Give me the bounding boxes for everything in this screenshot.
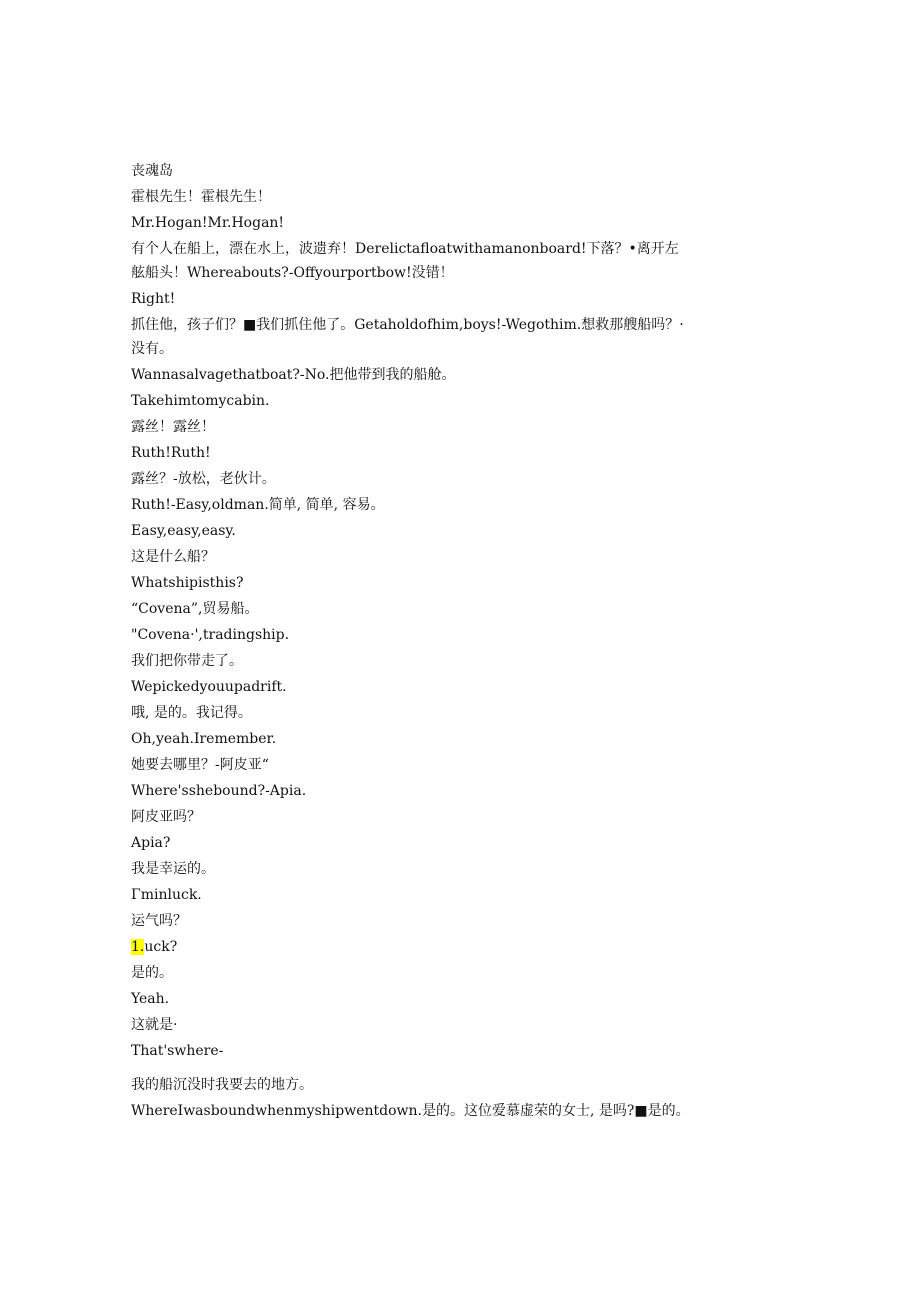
text-line: 这是什么船？	[131, 549, 215, 565]
text-line: Oh,yeah.Iremember.	[131, 731, 277, 747]
text-line: 是的。	[131, 965, 173, 981]
text-line: 抓住他，孩子们？■我们抓住他了。Getaholdofhim,boys!-Wegothim.想救那艘船吗？·没有。	[131, 317, 684, 357]
text-line: 这就是·	[131, 1017, 178, 1033]
text-line: Mr.Hogan!Mr.Hogan!	[131, 215, 285, 231]
text-line: Ruth!Ruth!	[131, 445, 211, 461]
text-line: 霍根先生！霍根先生！	[131, 189, 271, 205]
text-line: Γminluck.	[131, 887, 202, 903]
document-title: 丧魂岛	[131, 163, 173, 179]
text-line: Where'sshebound?-Apia.	[131, 783, 307, 799]
text-line: 她要去哪里？-阿皮亚“	[131, 757, 269, 773]
text-line: “Covena”,贸易船。	[131, 601, 259, 617]
text-line: WhereIwasboundwhenmyshipwentdown.是的。这位爱慕虚荣的女士, 是吗?■是的。	[131, 1103, 690, 1119]
text-line: Apia?	[131, 835, 171, 851]
text-line: Easy,easy,easy.	[131, 523, 236, 539]
text-line: 我们把你带走了。	[131, 653, 243, 669]
text-line-rest: uck?	[144, 939, 178, 955]
text-line: Right!	[131, 291, 176, 307]
text-line: Wepickedyouupadrift.	[131, 679, 287, 695]
text-line: That'swhere-	[131, 1043, 224, 1059]
text-line: 运气吗？	[131, 913, 187, 929]
text-line: 我的船沉没时我要去的地方。	[131, 1077, 313, 1093]
text-line: Yeah.	[131, 991, 170, 1007]
document-page	[131, 159, 691, 1125]
highlight-mark: 1.	[131, 939, 145, 955]
text-line: "Covena·',tradingship.	[131, 627, 290, 643]
text-line: Whatshipisthis?	[131, 575, 244, 591]
text-line: 我是幸运的。	[131, 861, 215, 877]
text-line: 露丝？-放松，老伙计。	[131, 471, 276, 487]
text-line: 露丝！露丝！	[131, 419, 215, 435]
text-line: 有个人在船上，漂在水上，波遗弃！Derelictafloatwithamanonboard!下落？•离开左舷船头！Whereabouts?-Offyourportbow!没错！	[131, 241, 679, 281]
text-line: Takehimtomycabin.	[131, 393, 270, 409]
text-line: Wannasalvagethatboat?-No.把他带到我的船舱。	[131, 367, 456, 383]
text-line: Ruth!-Easy,oldman.简单, 简单, 容易。	[131, 497, 385, 513]
text-line-highlighted	[131, 935, 691, 959]
text-line: 哦, 是的。我记得。	[131, 705, 252, 721]
text-line: 阿皮亚吗？	[131, 809, 201, 825]
